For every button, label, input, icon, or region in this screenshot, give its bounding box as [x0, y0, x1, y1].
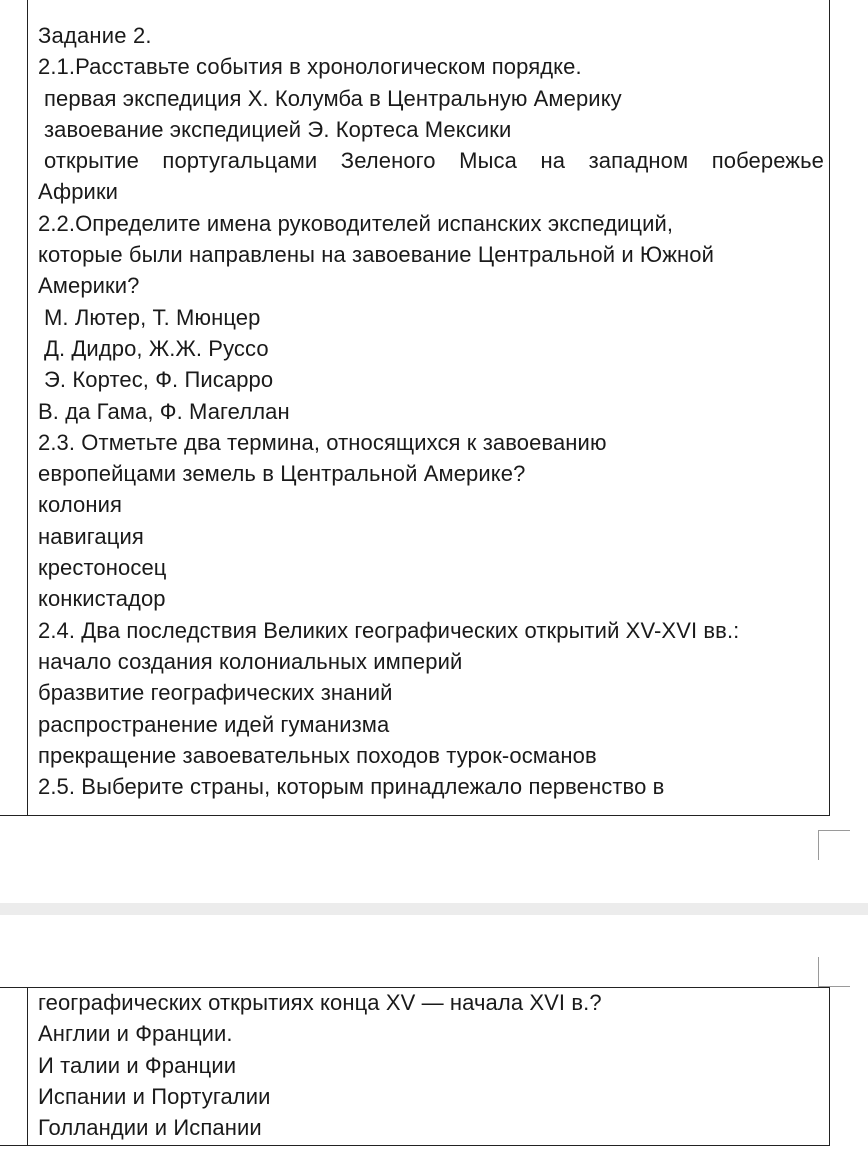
question-2-5-prompt-part1: 2.5. Выберите страны, которым принадлежало первенство в	[38, 774, 665, 800]
question-2-3-option: колония	[38, 492, 122, 518]
question-2-2-option: В. да Гама, Ф. Магеллан	[38, 398, 290, 424]
question-2-5-prompt-part2: географических открытиях конца XV — начала XVI в.?	[38, 990, 602, 1015]
question-2-4-option: прекращение завоевательных походов турок-османов	[38, 742, 597, 768]
question-2-1-item-continuation: Африки	[38, 179, 119, 205]
question-2-4-option: бразвитие географических знаний	[38, 680, 393, 706]
question-2-3-prompt-line: 2.3. Отметьте два термина, относящихся к завоеванию	[38, 429, 607, 455]
crop-mark-top-icon	[818, 830, 850, 860]
question-2-2-prompt-line: 2.2.Определите имена руководителей испанских экспедиций,	[38, 210, 674, 236]
question-2-4-option: начало создания колониальных империй	[38, 648, 463, 674]
question-2-2-prompt-line: которые были направлены на завоевание Центральной и Южной	[38, 242, 715, 268]
question-2-2-prompt-line: Америки?	[38, 273, 140, 299]
page-break-gap	[0, 903, 868, 915]
question-2-3-option: навигация	[38, 523, 144, 549]
question-2-5-option: И талии и Франции	[38, 1052, 237, 1078]
question-2-3-option: крестоносец	[38, 555, 167, 581]
question-2-4-option: распространение идей гуманизма	[38, 711, 390, 737]
question-2-1-item: открытие португальцами Зеленого Мыса на западном побережье	[44, 148, 824, 174]
crop-mark-bottom-icon	[818, 957, 850, 987]
question-2-1-item: первая экспедиция Х. Колумба в Центральную Америку	[44, 85, 622, 111]
task-title: Задание 2.	[38, 23, 152, 48]
question-2-3-prompt-line: европейцами земель в Центральной Америке?	[38, 461, 526, 487]
task-content-bottom	[38, 987, 818, 1143]
task-content-top	[38, 20, 824, 802]
question-2-1-item: завоевание экспедицией Э. Кортеса Мексики	[44, 116, 512, 142]
question-2-4-prompt: 2.4. Два последствия Великих географических открытий XV-XVI вв.:	[38, 617, 740, 643]
question-2-2-option: М. Лютер, Т. Мюнцер	[44, 304, 261, 330]
question-2-2-option: Д. Дидро, Ж.Ж. Руссо	[44, 335, 269, 361]
question-2-5-option: Испании и Португалии	[38, 1083, 271, 1109]
question-2-3-option: конкистадор	[38, 586, 166, 612]
question-2-5-option: Голландии и Испании	[38, 1115, 262, 1141]
question-2-2-option: Э. Кортес, Ф. Писарро	[44, 367, 274, 393]
question-2-1-prompt: 2.1.Расставьте события в хронологическом порядке.	[38, 54, 582, 80]
question-2-5-option: Англии и Франции.	[38, 1021, 233, 1047]
